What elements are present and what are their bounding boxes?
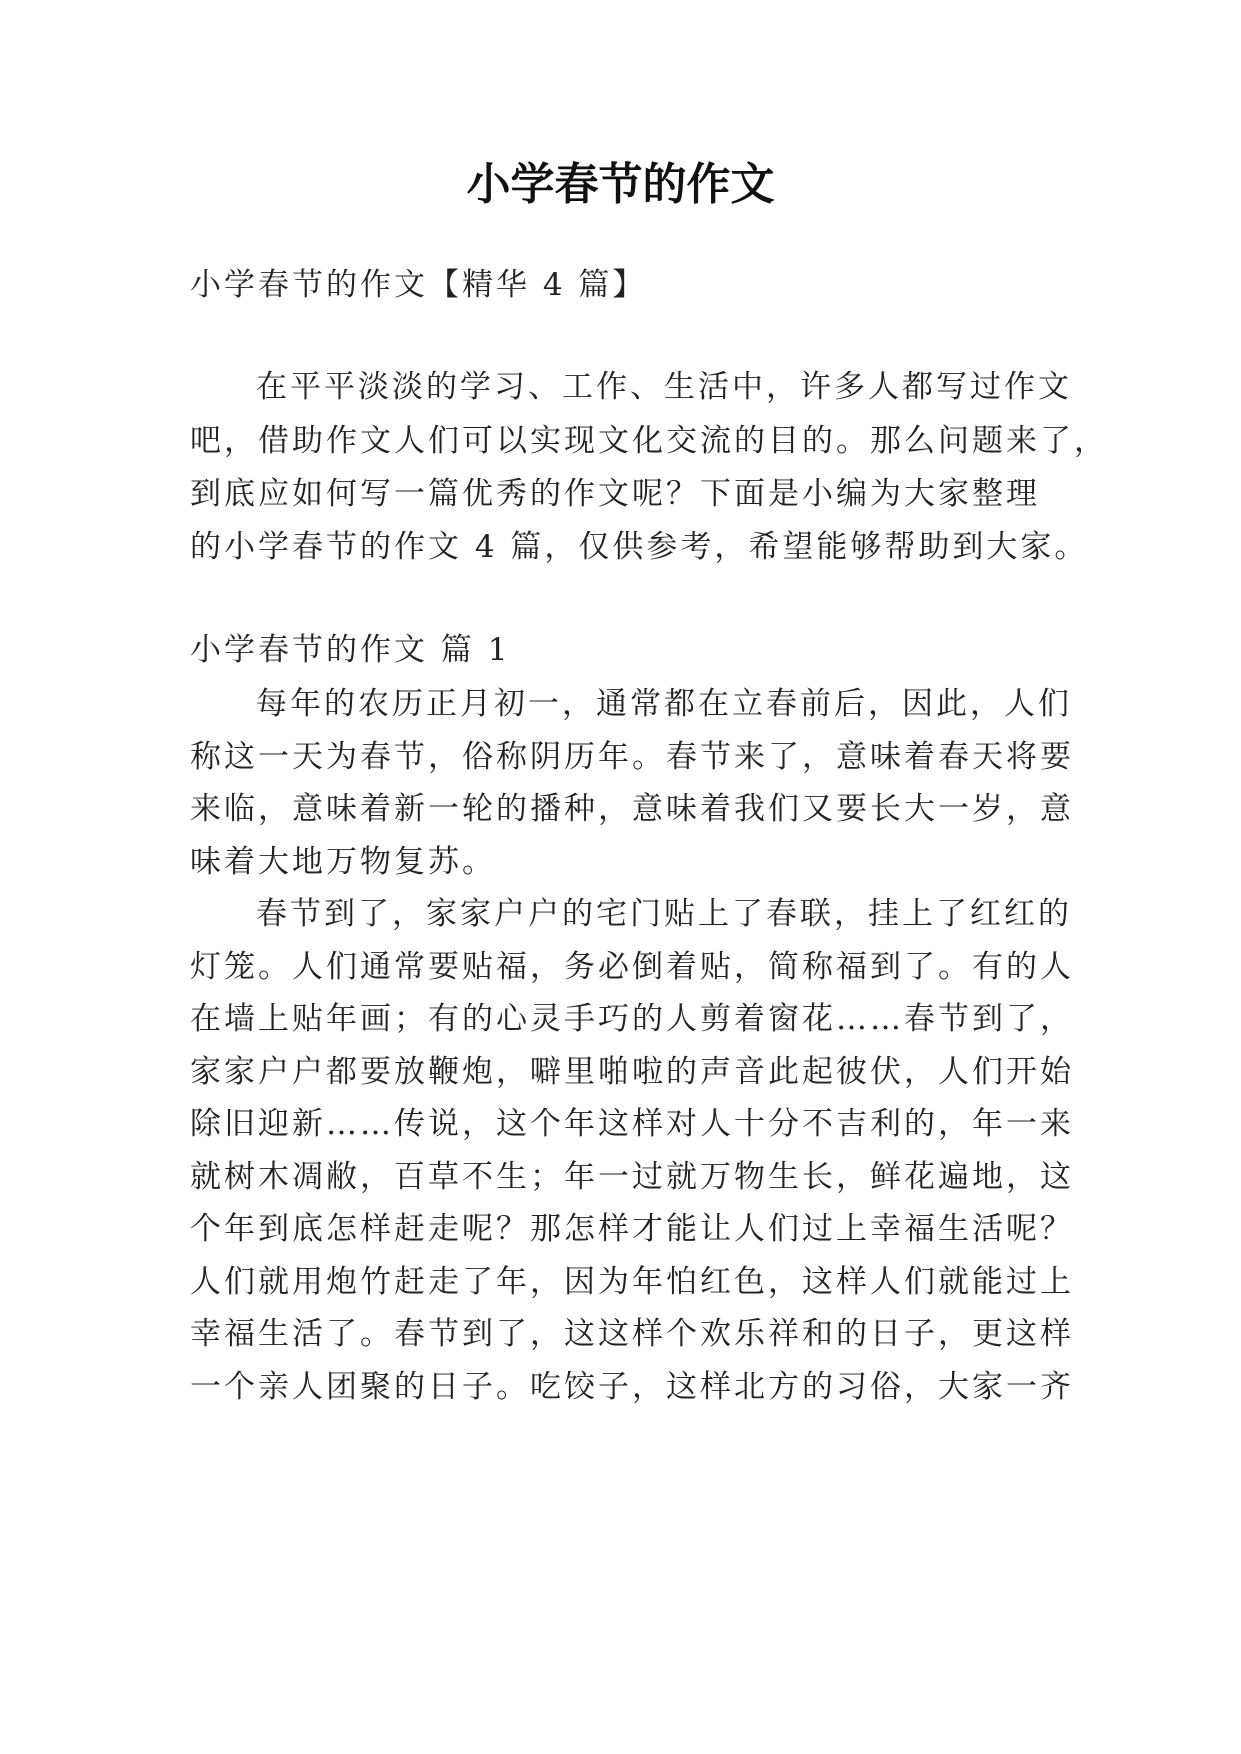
paragraph2-line: 家家户户都要放鞭炮，噼里啪啦的声音此起彼伏，人们开始 (190, 1054, 1074, 1090)
paragraph2-line: 幸福生活了。春节到了，这这样个欢乐祥和的日子，更这样 (190, 1316, 1074, 1352)
paragraph2-line: 就树木凋敝，百草不生；年一过就万物生长，鲜花遍地，这 (190, 1159, 1074, 1195)
document-subtitle: 小学春节的作文【精华 4 篇】 (190, 267, 647, 303)
intro-line: 到底应如何写一篇优秀的作文呢？下面是小编为大家整理 (190, 476, 1040, 512)
intro-line: 吧，借助作文人们可以实现文化交流的目的。那么问题来了， (190, 423, 1108, 459)
paragraph2-line: 人们就用炮竹赶走了年，因为年怕红色，这样人们就能过上 (190, 1264, 1074, 1300)
paragraph1-line: 来临，意味着新一轮的播种，意味着我们又要长大一岁，意 (190, 791, 1074, 827)
intro-line: 的小学春节的作文 4 篇，仅供参考，希望能够帮助到大家。 (190, 529, 1089, 565)
intro-line: 在平平淡淡的学习、工作、生活中，许多人都写过作文 (256, 369, 1072, 405)
paragraph2-line: 一个亲人团聚的日子。吃饺子，这样北方的习俗，大家一齐 (190, 1369, 1074, 1405)
paragraph2-line: 在墙上贴年画；有的心灵手巧的人剪着窗花……春节到了， (190, 1001, 1074, 1037)
page-title: 小学春节的作文 (466, 159, 775, 210)
paragraph1-line: 称这一天为春节，俗称阴历年。春节来了，意味着春天将要 (190, 739, 1074, 775)
paragraph2-line: 春节到了，家家户户的宅门贴上了春联，挂上了红红的 (256, 896, 1072, 932)
paragraph2-line: 个年到底怎样赶走呢？那怎样才能让人们过上幸福生活呢？ (190, 1211, 1074, 1247)
paragraph1-line: 每年的农历正月初一，通常都在立春前后，因此，人们 (256, 686, 1072, 722)
section-heading: 小学春节的作文 篇 1 (190, 632, 511, 668)
paragraph2-line: 除旧迎新……传说，这个年这样对人十分不吉利的，年一来 (190, 1106, 1074, 1142)
paragraph2-line: 灯笼。人们通常要贴福，务必倒着贴，简称福到了。有的人 (190, 949, 1074, 985)
paragraph1-line: 味着大地万物复苏。 (190, 844, 496, 880)
